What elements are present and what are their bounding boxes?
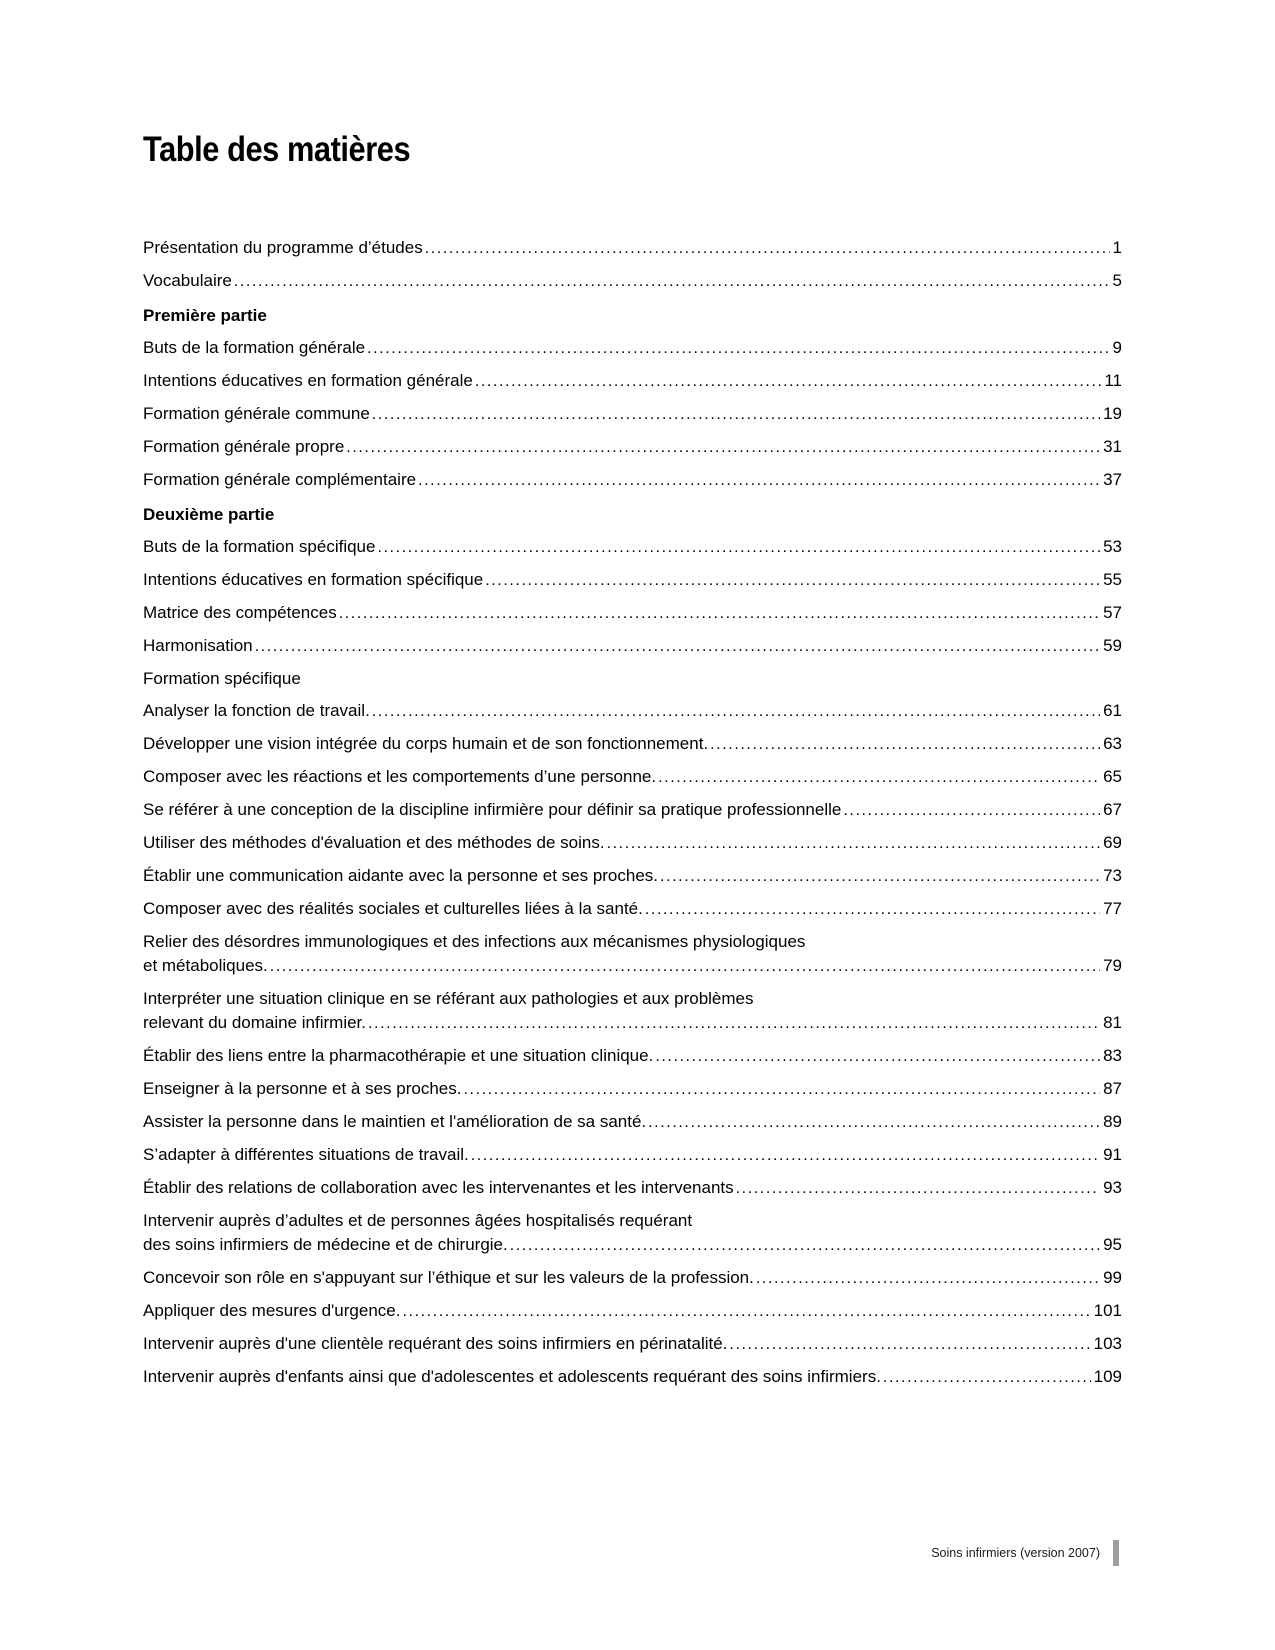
toc-entry xyxy=(143,864,1122,889)
toc-page-number: 79 xyxy=(1103,956,1122,975)
toc-entry-label-line1: Intervenir auprès d’adultes et de personnes âgées hospitalisés requérant xyxy=(143,1211,693,1230)
dot-leader xyxy=(339,601,1100,626)
dot-leader xyxy=(658,765,1100,790)
toc-page-number: 9 xyxy=(1112,338,1122,357)
toc-entry-label: Présentation du programme d’études xyxy=(143,238,423,257)
table-of-contents xyxy=(143,236,1122,1390)
toc-entry-label-line1: Relier des désordres immunologiques et des infections aux mécanismes physiologiques xyxy=(143,932,806,951)
toc-entry-label: Vocabulaire xyxy=(143,271,232,290)
toc-entry xyxy=(143,1110,1122,1135)
dot-leader xyxy=(346,435,1100,460)
dot-leader xyxy=(425,236,1110,261)
dot-leader xyxy=(655,1044,1100,1069)
dot-leader xyxy=(645,897,1100,922)
toc-entry xyxy=(143,535,1122,560)
toc-entry xyxy=(143,765,1122,790)
page-footer xyxy=(931,1540,1119,1566)
toc-section-header xyxy=(143,304,1122,328)
toc-entry xyxy=(143,1266,1122,1291)
toc-entry xyxy=(143,1176,1122,1201)
toc-entry-label: Buts de la formation générale xyxy=(143,338,366,357)
toc-entry-label: Intervenir auprès d'enfants ainsi que d'adolescentes et adolescents requérant des soins infirmiers. xyxy=(143,1367,881,1386)
dot-leader xyxy=(660,864,1100,889)
dot-leader xyxy=(255,634,1100,659)
toc-entry-label: Appliquer des mesures d'urgence. xyxy=(143,1301,401,1320)
toc-page-number: 37 xyxy=(1103,470,1122,489)
toc-page-number: 99 xyxy=(1103,1268,1122,1287)
toc-entry xyxy=(143,1209,1122,1258)
toc-page-number: 73 xyxy=(1103,866,1122,885)
toc-entry-label: Enseigner à la personne et à ses proches. xyxy=(143,1079,462,1098)
toc-page-number: 103 xyxy=(1093,1334,1122,1353)
toc-page-number: 95 xyxy=(1103,1235,1122,1254)
dot-leader xyxy=(471,1143,1100,1168)
toc-entry xyxy=(143,1143,1122,1168)
dot-leader xyxy=(475,369,1102,394)
toc-page-number: 81 xyxy=(1103,1013,1122,1032)
toc-page-number: 59 xyxy=(1103,636,1122,655)
toc-entry-label: Intentions éducatives en formation spécifique xyxy=(143,570,484,589)
dot-leader xyxy=(648,1110,1100,1135)
toc-page-number: 83 xyxy=(1103,1046,1122,1065)
toc-entry xyxy=(143,930,1122,979)
toc-entry-label: Harmonisation xyxy=(143,636,253,655)
dot-leader xyxy=(368,1011,1100,1036)
toc-plain-item-label: Formation spécifique xyxy=(143,669,301,688)
toc-section-header-label: Première partie xyxy=(143,306,267,325)
toc-section-header xyxy=(143,503,1122,527)
toc-entry-label: Analyser la fonction de travail. xyxy=(143,701,370,720)
toc-entry-label: Formation générale propre xyxy=(143,437,345,456)
dot-leader xyxy=(607,831,1101,856)
toc-page-number: 5 xyxy=(1112,271,1122,290)
dot-leader xyxy=(710,732,1100,757)
toc-page-number: 69 xyxy=(1103,833,1122,852)
toc-page-number: 65 xyxy=(1103,767,1122,786)
toc-entry xyxy=(143,897,1122,922)
toc-entry xyxy=(143,236,1122,261)
dot-leader xyxy=(756,1266,1100,1291)
dot-leader xyxy=(367,336,1109,361)
toc-entry-label: Intervenir auprès d'une clientèle requérant des soins infirmiers en périnatalité. xyxy=(143,1334,728,1353)
toc-entry xyxy=(143,699,1122,724)
toc-page-number: 63 xyxy=(1103,734,1122,753)
footer-bar xyxy=(1113,1540,1119,1566)
toc-entry-label-line2: et métaboliques. xyxy=(143,956,268,975)
toc-entry-label: Formation générale complémentaire xyxy=(143,470,417,489)
toc-entry-label: Établir une communication aidante avec la personne et ses proches. xyxy=(143,866,659,885)
dot-leader xyxy=(372,402,1100,427)
toc-entry xyxy=(143,732,1122,757)
toc-page-number: 1 xyxy=(1112,238,1122,257)
toc-entry xyxy=(143,269,1122,294)
toc-entry xyxy=(143,468,1122,493)
toc-entry xyxy=(143,1332,1122,1357)
dot-leader xyxy=(372,699,1100,724)
toc-entry-label: Formation générale commune xyxy=(143,404,370,423)
toc-entry xyxy=(143,1077,1122,1102)
toc-entry xyxy=(143,369,1122,394)
dot-leader xyxy=(270,954,1100,979)
toc-page-number: 11 xyxy=(1104,371,1122,390)
dot-leader xyxy=(418,468,1100,493)
dot-leader xyxy=(234,269,1110,294)
toc-page-number: 67 xyxy=(1103,800,1122,819)
toc-entry-label: Buts de la formation spécifique xyxy=(143,537,376,556)
toc-entry xyxy=(143,601,1122,626)
toc-entry xyxy=(143,1365,1122,1390)
dot-leader xyxy=(736,1176,1100,1201)
toc-entry-label: Utiliser des méthodes d'évaluation et des méthodes de soins. xyxy=(143,833,605,852)
toc-entry xyxy=(143,987,1122,1036)
toc-entry-label: Intentions éducatives en formation générale xyxy=(143,371,473,390)
toc-page-number: 87 xyxy=(1103,1079,1122,1098)
toc-page-number: 93 xyxy=(1103,1178,1122,1197)
toc-page-number: 89 xyxy=(1103,1112,1122,1131)
dot-leader xyxy=(463,1077,1100,1102)
toc-page-number: 109 xyxy=(1093,1367,1122,1386)
dot-leader xyxy=(485,568,1100,593)
toc-section-header-label: Deuxième partie xyxy=(143,505,275,524)
toc-page-number: 77 xyxy=(1103,899,1122,918)
toc-entry-label: Assister la personne dans le maintien et l'amélioration de sa santé. xyxy=(143,1112,647,1131)
toc-entry-label: Développer une vision intégrée du corps humain et de son fonctionnement. xyxy=(143,734,709,753)
toc-page-number: 91 xyxy=(1103,1145,1122,1164)
toc-page-number: 31 xyxy=(1103,437,1122,456)
toc-entry-label: Établir des liens entre la pharmacothérapie et une situation clinique. xyxy=(143,1046,654,1065)
toc-entry xyxy=(143,831,1122,856)
dot-leader xyxy=(729,1332,1090,1357)
dot-leader xyxy=(510,1233,1100,1258)
toc-plain-item xyxy=(143,667,1122,691)
toc-page-number: 53 xyxy=(1103,537,1122,556)
toc-entry xyxy=(143,1299,1122,1324)
footer-label: Soins infirmiers (version 2007) xyxy=(931,1546,1100,1560)
toc-entry xyxy=(143,336,1122,361)
dot-leader xyxy=(843,798,1100,823)
toc-page-number: 19 xyxy=(1103,404,1122,423)
toc-entry-label-line2: des soins infirmiers de médecine et de chirurgie. xyxy=(143,1235,508,1254)
toc-entry xyxy=(143,435,1122,460)
toc-entry-label: Composer avec des réalités sociales et culturelles liées à la santé. xyxy=(143,899,643,918)
toc-entry-label: S’adapter à différentes situations de travail. xyxy=(143,1145,469,1164)
dot-leader xyxy=(377,535,1100,560)
dot-leader xyxy=(883,1365,1091,1390)
toc-entry-label: Concevoir son rôle en s'appuyant sur l’éthique et sur les valeurs de la profession. xyxy=(143,1268,754,1287)
toc-entry xyxy=(143,402,1122,427)
toc-page-number: 55 xyxy=(1103,570,1122,589)
page-title: Table des matières xyxy=(143,130,411,169)
toc-entry xyxy=(143,798,1122,823)
toc-entry-label: Matrice des compétences xyxy=(143,603,337,622)
toc-page-number: 61 xyxy=(1103,701,1122,720)
toc-entry-label-line2: relevant du domaine infirmier. xyxy=(143,1013,367,1032)
toc-entry-label: Établir des relations de collaboration avec les intervenantes et les intervenants xyxy=(143,1178,734,1197)
toc-page-number: 101 xyxy=(1093,1301,1122,1320)
toc-entry-label: Composer avec les réactions et les comportements d’une personne. xyxy=(143,767,657,786)
toc-entry-label-line1: Interpréter une situation clinique en se référant aux pathologies et aux problèmes xyxy=(143,989,754,1008)
toc-entry-label: Se référer à une conception de la discipline infirmière pour définir sa pratique professionnelle xyxy=(143,800,842,819)
toc-entry xyxy=(143,634,1122,659)
toc-entry xyxy=(143,568,1122,593)
dot-leader xyxy=(402,1299,1090,1324)
toc-entry xyxy=(143,1044,1122,1069)
toc-page-number: 57 xyxy=(1103,603,1122,622)
